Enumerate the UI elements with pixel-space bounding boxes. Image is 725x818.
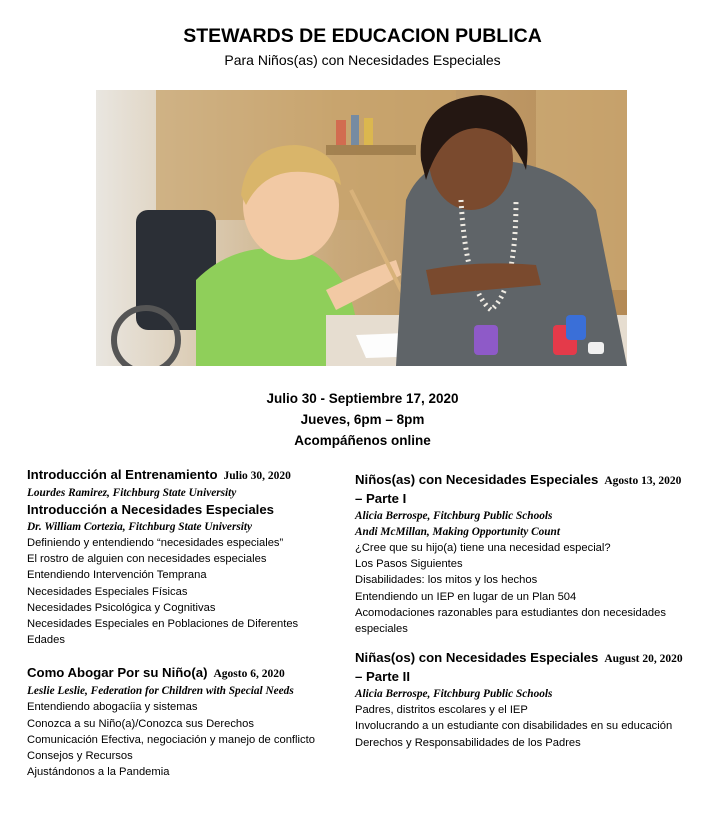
list-item: Ajustándonos a la Pandemia bbox=[27, 766, 170, 779]
list-item: Entendiendo Intervención Temprana bbox=[27, 569, 207, 582]
list-item: Involucrando a un estudiante con disabilidades en su educación bbox=[355, 720, 673, 733]
classroom-photo bbox=[96, 90, 627, 366]
list-item: ¿Cree que su hijo(a) tiene una necesidad especial? bbox=[355, 542, 611, 554]
session-speaker: Leslie Leslie, Federation for Children with Special Needs bbox=[27, 685, 294, 698]
session-part: – Parte II bbox=[355, 669, 410, 685]
session-title: Introducción a Necesidades Especiales bbox=[27, 502, 275, 517]
list-item: Necesidades Especiales Físicas bbox=[27, 585, 188, 598]
session-date: Julio 30, 2020 bbox=[223, 470, 291, 482]
session-speaker: Dr. William Cortezia, Fitchburg State University bbox=[27, 521, 253, 533]
session-title bbox=[355, 471, 715, 490]
list-item: Conozca a su Niño(a)/Conozca sus Derechos bbox=[27, 717, 254, 730]
page-title: STEWARDS DE EDUCACION PUBLICA bbox=[183, 25, 542, 47]
session-title bbox=[27, 664, 337, 683]
event-details bbox=[0, 388, 725, 451]
left-column bbox=[27, 466, 337, 780]
session-title-text: Como Abogar Por su Niño(a) bbox=[27, 665, 208, 681]
list-item: Entendiendo un IEP en lugar de un Plan 504 bbox=[355, 590, 577, 603]
session-title bbox=[355, 649, 715, 668]
list-item: El rostro de alguien con necesidades especiales bbox=[27, 553, 267, 566]
list-item: Acomodaciones razonables para estudiantes don necesidades especiales bbox=[355, 606, 666, 636]
list-item: Entendiendo abogacíia y sistemas bbox=[27, 701, 198, 714]
session-speaker: Andi McMillan, Making Opportunity Count bbox=[355, 526, 560, 538]
list-item: Definiendo y entendiendo “necesidades especiales” bbox=[27, 537, 284, 549]
list-item: Comunicación Efectiva, negociación y manejo de conflicto bbox=[27, 733, 315, 746]
event-join: Acompáñenos online bbox=[294, 433, 431, 448]
list-item: Necesidades Psicológica y Cognitivas bbox=[27, 601, 216, 614]
session-title bbox=[27, 466, 337, 485]
session-title-text: Niñas(os) con Necesidades Especiales bbox=[355, 650, 599, 666]
event-dates: Julio 30 - Septiembre 17, 2020 bbox=[266, 391, 459, 406]
session-title-text: Niños(as) con Necesidades Especiales bbox=[355, 472, 599, 487]
session-speaker: Lourdes Ramirez, Fitchburg State University bbox=[27, 487, 237, 499]
page-subtitle: Para Niños(as) con Necesidades Especiales bbox=[224, 52, 501, 68]
list-item: Derechos y Responsabilidades de los Padres bbox=[355, 736, 581, 749]
list-item: Los Pasos Siguientes bbox=[355, 558, 463, 571]
session-date: Agosto 6, 2020 bbox=[213, 668, 285, 681]
list-item: Necesidades Especiales en Poblaciones de Diferentes Edades bbox=[27, 618, 299, 647]
session-date: August 20, 2020 bbox=[604, 653, 683, 666]
list-item: Consejos y Recursos bbox=[27, 750, 133, 763]
list-item: Disabilidades: los mitos y los hechos bbox=[355, 574, 538, 587]
session-date: Agosto 13, 2020 bbox=[604, 475, 682, 487]
session-speaker: Alicia Berrospe, Fitchburg Public Schools bbox=[355, 510, 553, 522]
session-part: – Parte I bbox=[355, 491, 407, 506]
right-column bbox=[355, 471, 715, 751]
session-title-text: Introducción al Entrenamiento bbox=[27, 467, 218, 482]
list-item: Padres, distritos escolares y el IEP bbox=[355, 704, 528, 717]
session-speaker: Alicia Berrospe, Fitchburg Public Schools bbox=[355, 688, 553, 701]
event-time: Jueves, 6pm – 8pm bbox=[300, 412, 425, 427]
